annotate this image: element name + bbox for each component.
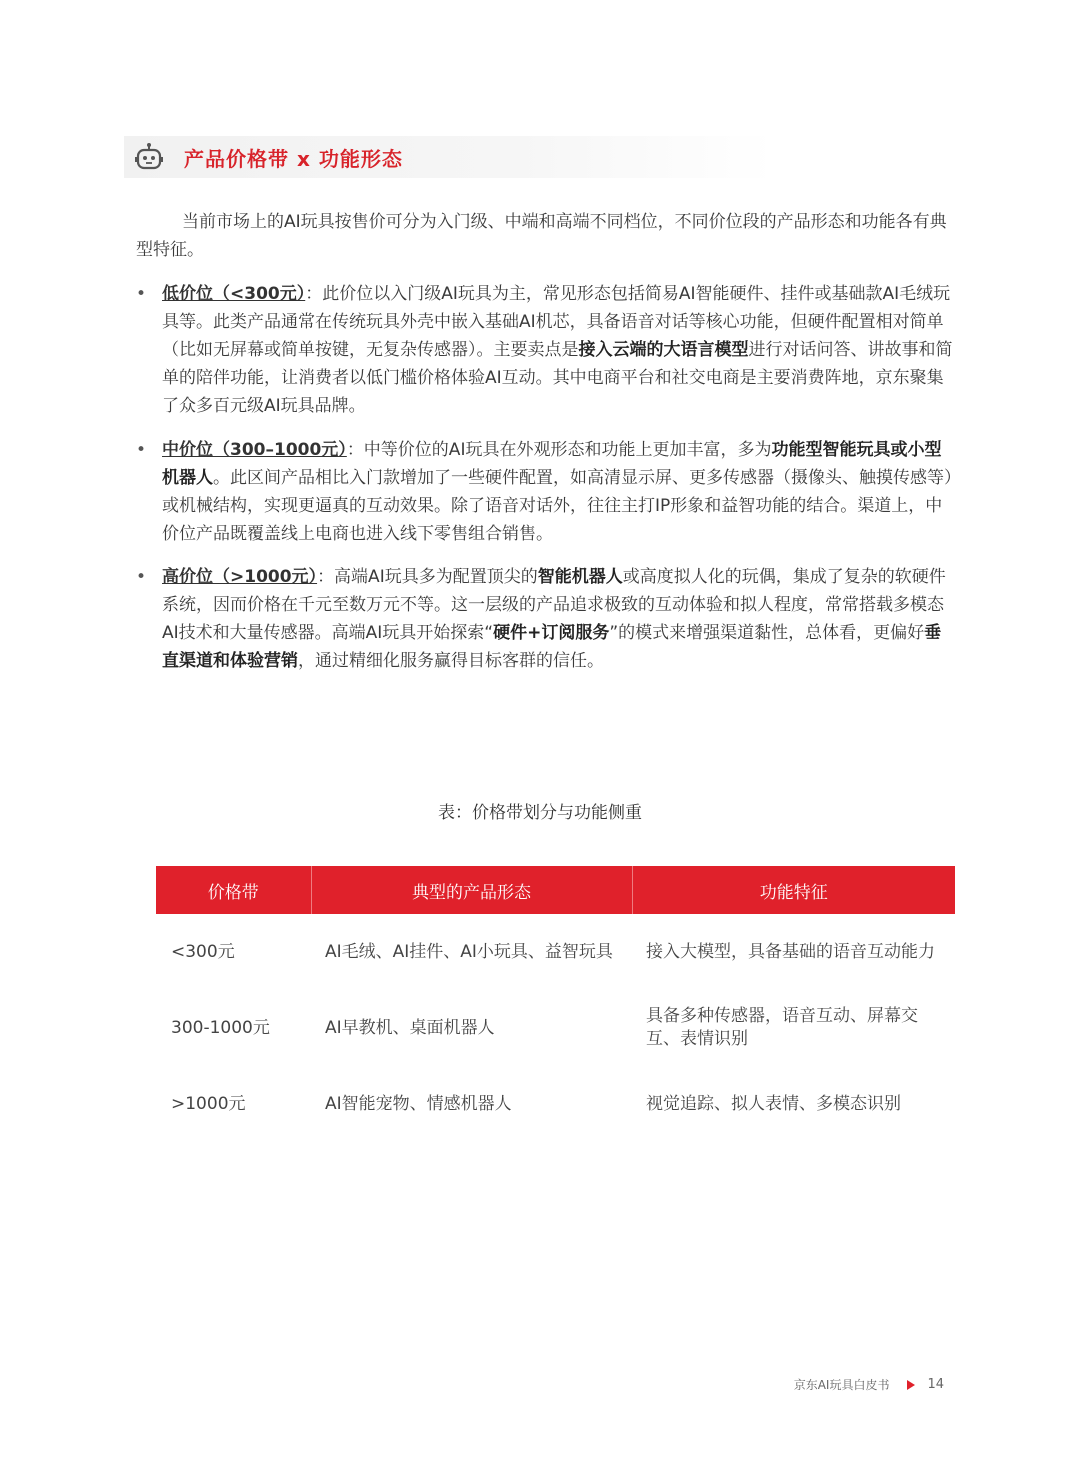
price-band-table: [156, 866, 955, 1142]
table-cell: <300元: [171, 941, 235, 962]
section-header: [124, 136, 774, 178]
bullet-text: ：此价位以入门级AI玩具为主，常见形态包括简易AI智能硬件、挂件或基础款AI毛绒玩具等。此类产品通常在传统玩具外壳中嵌入基础AI机芯，具备语音对话等核心功能，但硬件配置相对简单（比如无屏幕或简单按键，无复杂传感器）。主要卖点是: [162, 284, 951, 360]
table-cell: 300-1000元: [171, 1017, 270, 1038]
bullet-low-price: [162, 280, 957, 420]
table-cell: 具备多种传感器，语音互动、屏幕交互、表情识别: [646, 1006, 918, 1049]
table-row: [156, 914, 955, 990]
table-cell: 视觉追踪、拟人表情、多模态识别: [646, 1093, 901, 1114]
bullet-text: ”的模式来增强渠道黏性，总体看，更偏好: [609, 623, 925, 643]
table-cell: 接入大模型，具备基础的语音互动能力: [646, 941, 935, 962]
header-product-form: 典型的产品形态: [311, 866, 632, 914]
bullet-highlight: 接入云端的大语言模型: [578, 340, 749, 360]
bullet-highlight: 智能机器人: [537, 567, 623, 587]
header-features: 功能特征: [632, 866, 955, 914]
bullet-label-mid: 中价位（300–1000元）: [162, 440, 347, 460]
bullet-text: 进行对话问答、讲故事和简单的陪伴功能，让消费者以低门槛价格体验AI互动。其中电商平台和社交电商是主要消费阵地，京东聚集了众多百元级AI玩具品牌。: [162, 340, 953, 416]
bullet-label-high: 高价位（>1000元）: [162, 567, 318, 587]
intro-paragraph: 当前市场上的AI玩具按售价可分为入门级、中端和高端不同档位，不同价位段的产品形态和功能各有典型特征。: [136, 212, 947, 260]
bullet-highlight: 垂直渠道和体验营销: [162, 623, 942, 671]
robot-icon: [134, 142, 164, 172]
bullet-text: ：中等价位的AI玩具在外观形态和功能上更加丰富，多为: [346, 440, 772, 460]
section-title: 产品价格带 x 功能形态: [184, 146, 403, 171]
page-footer: [794, 1376, 944, 1393]
header-price-band: 价格带: [156, 866, 311, 914]
bullet-high-price: [162, 563, 957, 675]
bullet-highlight: 硬件+订阅服务: [493, 623, 610, 643]
bullet-text: ，通过精细化服务赢得目标客群的信任。: [298, 651, 604, 671]
bullet-text: ：高端AI玩具多为配置顶尖的: [317, 567, 538, 587]
table-header-row: [156, 866, 955, 914]
table-cell: AI毛绒、AI挂件、AI小玩具、益智玩具: [325, 941, 613, 962]
footer-doc-title: 京东AI玩具白皮书: [793, 1378, 890, 1392]
table-row: [156, 990, 955, 1066]
table-caption: 表：价格带划分与功能侧重: [438, 803, 642, 823]
table-row: [156, 1066, 955, 1142]
bullet-mid-price: [162, 436, 957, 548]
bullet-text: 或高度拟人化的玩偶，集成了复杂的软硬件系统，因而价格在千元至数万元不等。这一层级的产品追求极致的互动体验和拟人程度，常常搭载多模态AI技术和大量传感器。高端AI玩具开始探索“: [162, 567, 946, 643]
bullet-highlight: 功能型智能玩具或小型机器人: [162, 440, 942, 488]
page-number: 14: [927, 1377, 944, 1392]
table-cell: >1000元: [171, 1093, 246, 1114]
table-cell: AI早教机、桌面机器人: [325, 1017, 495, 1038]
table-cell: AI智能宠物、情感机器人: [325, 1093, 512, 1114]
bullet-text: 。此区间产品相比入门款增加了一些硬件配置，如高清显示屏、更多传感器（摄像头、触摸传感等）或机械结构，实现更逼真的互动效果。除了语音对话外，往往主打IP形象和益智功能的结合。渠道上，中价位产品既覆盖线上电商也进入线下零售组合销售。: [162, 468, 953, 544]
triangle-right-icon: [907, 1380, 915, 1390]
bullet-label-low: 低价位（<300元）: [162, 284, 306, 304]
